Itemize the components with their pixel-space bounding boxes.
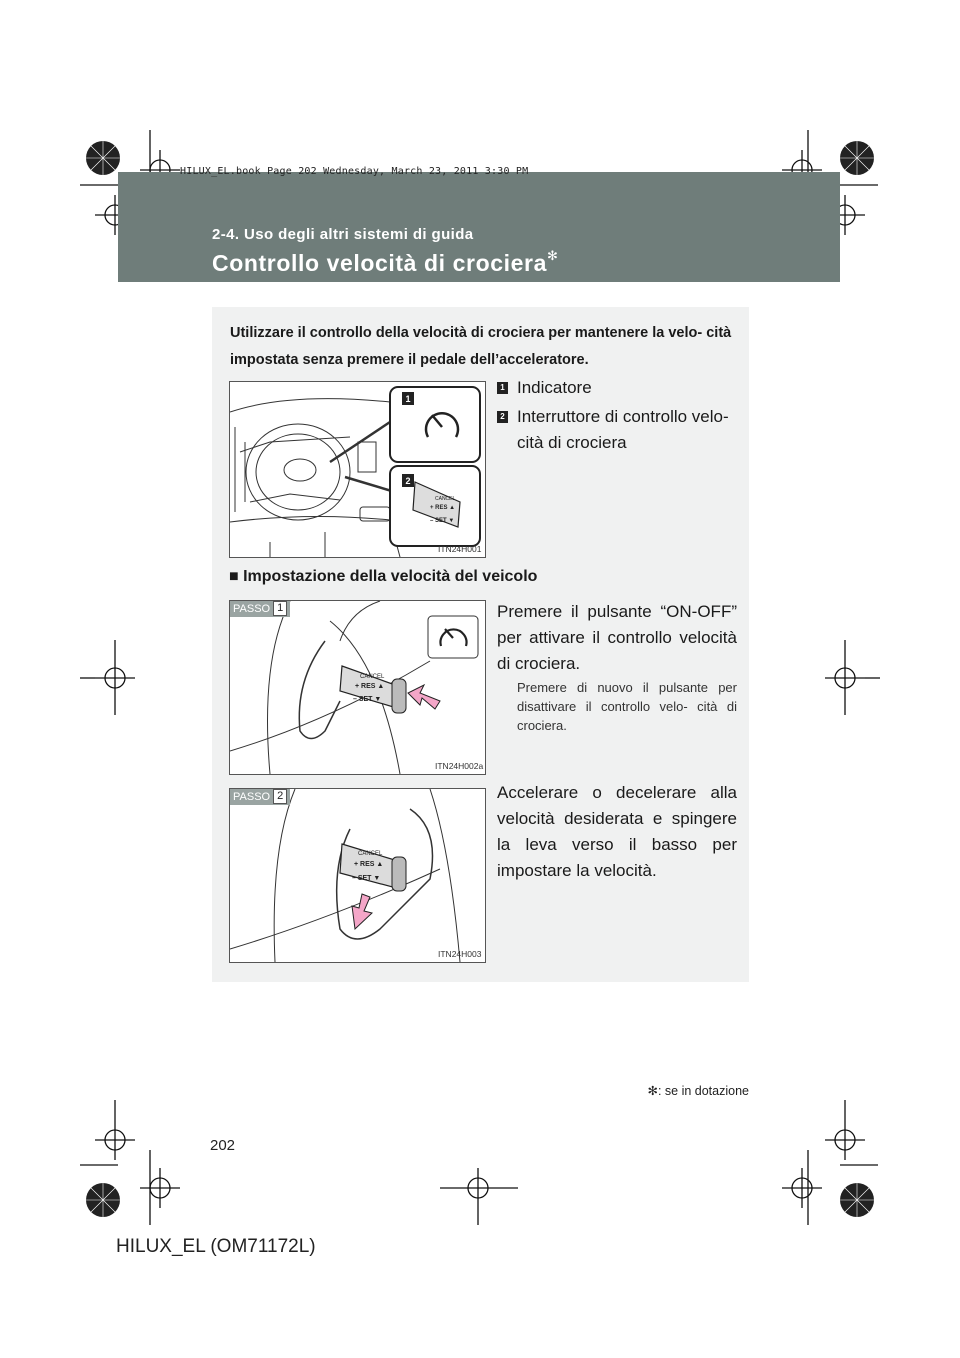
legend-num-badge: 1 (497, 382, 508, 394)
svg-text:CANCEL: CANCEL (358, 851, 383, 857)
dashboard-illustration (230, 382, 485, 557)
document-code: HILUX_EL (OM71172L) (116, 1236, 316, 1257)
svg-text:– SET ▼: – SET ▼ (353, 696, 382, 703)
push-arrow-icon (408, 685, 440, 709)
page-title-text: Controllo velocità di crociera (212, 250, 547, 276)
svg-text:+ RES ▲: + RES ▲ (430, 505, 456, 511)
book-stamp: HILUX_EL.book Page 202 Wednesday, March 23, 2011 3:30 PM (180, 166, 529, 177)
legend-text: Interruttore di controllo velo- cità di crociera (517, 407, 729, 452)
legend-item (497, 404, 737, 456)
svg-text:– SET ▼: – SET ▼ (352, 875, 381, 882)
step-1-text: Premere il pulsante “ON-OFF” per attivare il controllo velocità di crociera. (497, 602, 737, 673)
section-label: 2-4. Uso degli altri sistemi di guida (212, 226, 474, 243)
svg-text:+ RES ▲: + RES ▲ (355, 683, 385, 690)
page-title (212, 250, 558, 277)
svg-text:CANCEL: CANCEL (435, 496, 456, 502)
svg-text:– SET ▼: – SET ▼ (430, 518, 455, 524)
step-1-indicator-icon (441, 629, 467, 646)
callout-1: 1 (405, 394, 411, 404)
callout-2: 2 (405, 476, 411, 486)
legend (497, 375, 737, 459)
figure-code: ITN24H003 (438, 949, 482, 959)
subheading: ■ Impostazione della velocità del veicolo (229, 568, 538, 585)
intro-text: Utilizzare il controllo della velocità di crociera per mantenere la velo- cità impostata senza premere il pedale dell’acceleratore. (230, 325, 732, 368)
step-badge: PASSO 1 (230, 601, 290, 617)
svg-text:CANCEL: CANCEL (360, 674, 385, 680)
lever-set-illustration (230, 789, 485, 962)
step-1-note: Premere di nuovo il pulsante per disattivare il controllo velo- cità di crociera. (517, 680, 737, 733)
svg-text:+ RES ▲: + RES ▲ (354, 861, 384, 868)
legend-num-badge: 2 (497, 411, 508, 423)
legend-text: Indicatore (517, 378, 592, 397)
figure-code: ITN24H001 (438, 544, 482, 554)
step-badge: PASSO 2 (230, 789, 290, 805)
down-arrow-icon (352, 894, 372, 929)
step-1-figure (229, 600, 486, 775)
legend-item (497, 375, 737, 401)
overview-figure (229, 381, 486, 558)
footnote: ✻: se in dotazione (647, 1084, 749, 1098)
step-2-text: Accelerare o decelerare alla velocità desiderata e spingere la leva verso il basso per impostare la velocità. (497, 783, 737, 880)
page-number: 202 (210, 1137, 236, 1154)
step-2-figure (229, 788, 486, 963)
lever-push-illustration (230, 601, 485, 774)
optional-equipment-mark: ✻ (546, 248, 559, 263)
figure-code: ITN24H002a (435, 761, 484, 771)
